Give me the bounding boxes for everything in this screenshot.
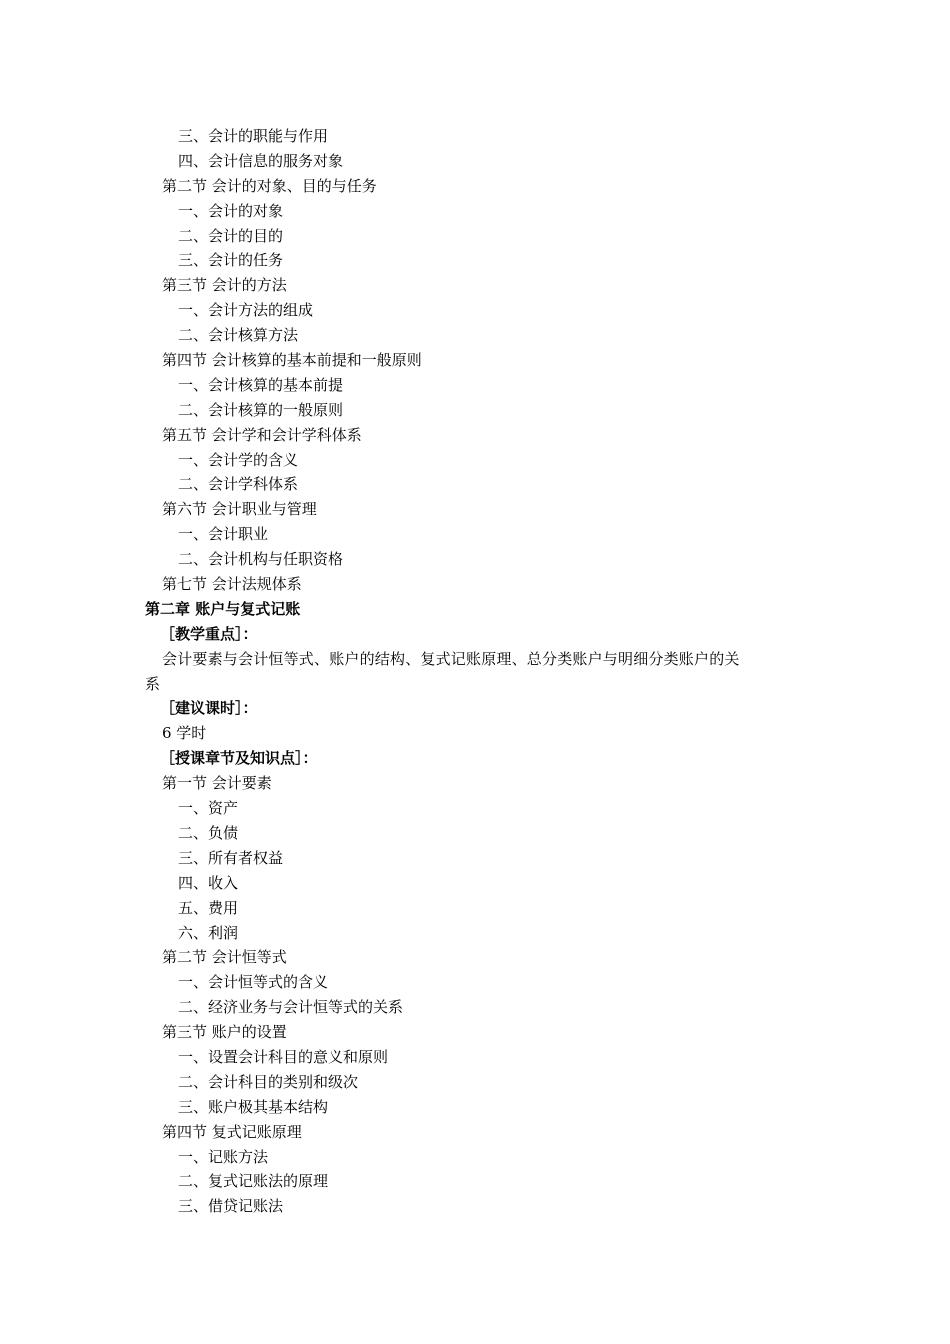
chapter-title: 第二章 账户与复式记账 bbox=[145, 599, 301, 618]
list-item: 一、会计恒等式的含义 bbox=[178, 973, 329, 992]
section-heading: 第一节 会计要素 bbox=[162, 774, 272, 793]
section-heading: 第二节 会计恒等式 bbox=[162, 948, 287, 967]
list-item: 六、利润 bbox=[178, 923, 239, 942]
list-item: 三、借贷记账法 bbox=[178, 1197, 284, 1216]
list-item: 一、会计职业 bbox=[178, 525, 269, 544]
suggested-hours-label: ［建议课时］： bbox=[160, 699, 258, 718]
suggested-hours-value: 6 学时 bbox=[162, 724, 207, 743]
list-item: 二、会计核算方法 bbox=[178, 326, 299, 345]
section-heading: 第四节 会计核算的基本前提和一般原则 bbox=[162, 351, 422, 370]
list-item: 二、会计科目的类别和级次 bbox=[178, 1072, 359, 1091]
list-item: 一、会计核算的基本前提 bbox=[178, 375, 344, 394]
list-item: 四、会计信息的服务对象 bbox=[178, 151, 344, 170]
list-item: 一、记账方法 bbox=[178, 1147, 269, 1166]
list-item: 三、账户极其基本结构 bbox=[178, 1097, 329, 1116]
section-heading: 第三节 账户的设置 bbox=[162, 1023, 287, 1042]
teaching-focus-text-continued: 系 bbox=[145, 674, 161, 693]
section-heading: 第六节 会计职业与管理 bbox=[162, 500, 317, 519]
section-heading: 第三节 会计的方法 bbox=[162, 276, 287, 295]
list-item: 一、会计方法的组成 bbox=[178, 301, 314, 320]
document-page bbox=[0, 124, 950, 1219]
chapter-sections-label: ［授课章节及知识点］： bbox=[160, 749, 318, 768]
teaching-focus-label: ［教学重点］： bbox=[160, 624, 258, 643]
list-item: 二、会计的目的 bbox=[178, 226, 284, 245]
section-heading: 第四节 复式记账原理 bbox=[162, 1122, 302, 1141]
list-item: 二、经济业务与会计恒等式的关系 bbox=[178, 998, 404, 1017]
list-item: 二、会计核算的一般原则 bbox=[178, 400, 344, 419]
section-heading: 第二节 会计的对象、目的与任务 bbox=[162, 176, 377, 195]
list-item: 二、会计学科体系 bbox=[178, 475, 299, 494]
list-item: 三、会计的职能与作用 bbox=[178, 127, 329, 145]
list-item: 一、会计学的含义 bbox=[178, 450, 299, 469]
list-item: 四、收入 bbox=[178, 873, 239, 892]
list-item: 二、会计机构与任职资格 bbox=[178, 550, 344, 569]
list-item: 三、所有者权益 bbox=[178, 848, 284, 867]
list-item: 一、资产 bbox=[178, 799, 239, 818]
list-item: 一、会计的对象 bbox=[178, 201, 284, 220]
teaching-focus-text: 会计要素与会计恒等式、账户的结构、复式记账原理、总分类账户与明细分类账户的关 bbox=[162, 649, 740, 668]
list-item: 一、设置会计科目的意义和原则 bbox=[178, 1047, 389, 1066]
list-item: 二、复式记账法的原理 bbox=[178, 1172, 329, 1191]
list-item: 三、会计的任务 bbox=[178, 251, 284, 270]
section-heading: 第七节 会计法规体系 bbox=[162, 575, 302, 594]
list-item: 二、负债 bbox=[178, 823, 239, 842]
section-heading: 第五节 会计学和会计学科体系 bbox=[162, 425, 362, 444]
list-item: 五、费用 bbox=[178, 898, 239, 917]
